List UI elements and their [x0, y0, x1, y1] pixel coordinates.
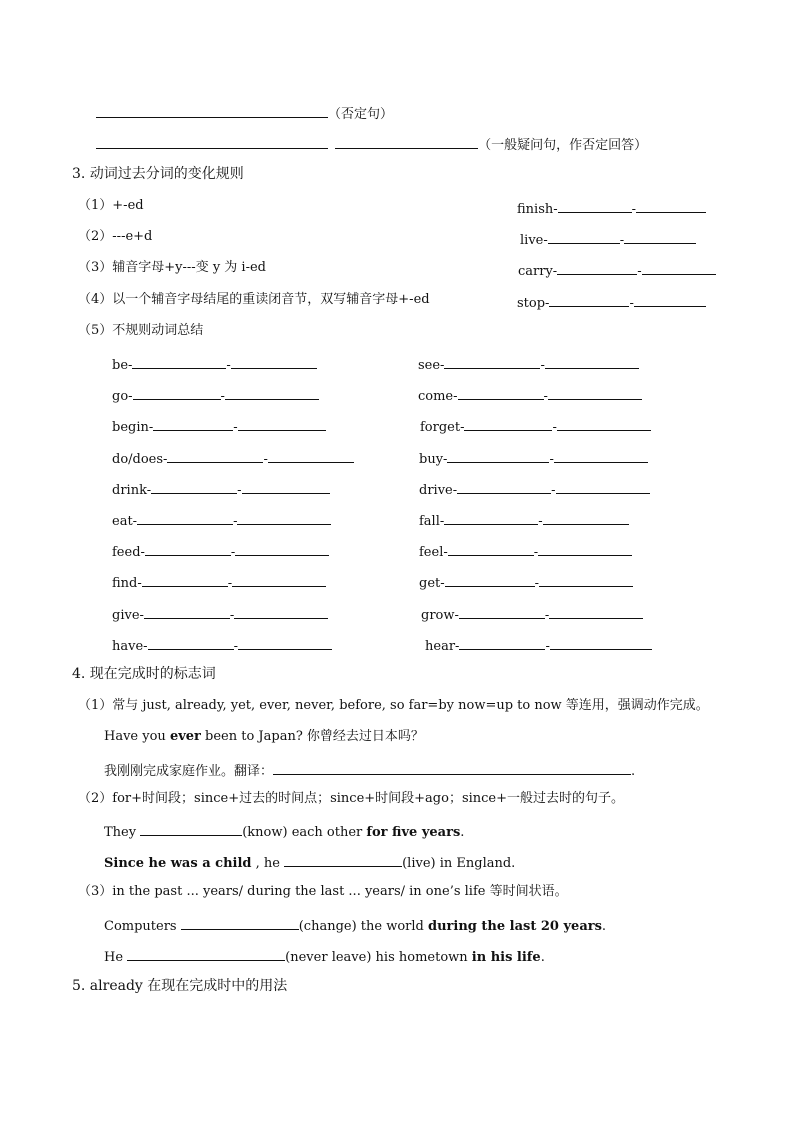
rule-1-example [517, 198, 706, 219]
section-3-title: 3. 动词过去分词的变化规则 [72, 166, 244, 182]
verb-label: buy- [419, 452, 448, 467]
answer-blank[interactable] [231, 354, 317, 369]
dash: - [263, 452, 268, 467]
period: . [540, 950, 545, 965]
answer-blank[interactable] [538, 541, 632, 556]
exercise-sentence [104, 852, 515, 873]
verb-row [112, 385, 319, 406]
answer-blank[interactable] [132, 354, 226, 369]
answer-blank[interactable] [145, 541, 231, 556]
dash: - [637, 264, 642, 279]
verb-label: do/does- [112, 452, 168, 467]
verb-row [419, 479, 650, 500]
verb-row [112, 510, 331, 531]
dash: - [540, 358, 545, 373]
verb-label: see- [418, 358, 445, 373]
question-sentence-line [96, 134, 647, 155]
verb-label: fall- [419, 514, 445, 529]
rule-3 [78, 259, 266, 277]
answer-blank[interactable] [459, 604, 545, 619]
verb-row [419, 572, 633, 593]
answer-blank[interactable] [225, 385, 319, 400]
dash: - [629, 296, 634, 311]
emphasis-text: for five years [366, 825, 461, 840]
answer-blank[interactable] [237, 510, 331, 525]
verb-label: get- [419, 576, 445, 591]
answer-blank[interactable] [133, 385, 221, 400]
irregular-verbs-label: （5）不规则动词总结 [78, 323, 204, 338]
dash: - [230, 545, 236, 560]
answer-blank[interactable] [557, 260, 637, 275]
answer-blank[interactable] [457, 479, 551, 494]
exercise-sentence [104, 915, 606, 936]
dash: - [631, 202, 637, 217]
answer-blank[interactable] [557, 416, 651, 431]
verb-row [419, 448, 648, 469]
translation-line [104, 760, 635, 781]
verb-label: feel- [419, 545, 448, 560]
verb-row [419, 541, 632, 562]
answer-blank[interactable] [137, 510, 233, 525]
usage-point-2: （2）for+时间段；since+过去的时间点；since+时间段+ago；since+一般过去时的句子。 [78, 791, 625, 806]
answer-blank[interactable] [144, 604, 230, 619]
verb-label: come- [418, 389, 458, 404]
negative-sentence-line [96, 103, 393, 124]
dash: - [552, 420, 557, 435]
verb-label: eat- [112, 514, 138, 529]
verb-row [112, 479, 330, 500]
dash: - [534, 576, 540, 591]
rule-2 [78, 228, 152, 246]
answer-blank[interactable] [539, 572, 633, 587]
period: . [460, 825, 465, 840]
answer-blank[interactable] [232, 572, 326, 587]
dash: - [545, 639, 550, 654]
verb-label: hear- [425, 639, 460, 654]
example-sentence [104, 728, 424, 746]
answer-blank[interactable] [554, 448, 648, 463]
answer-blank[interactable] [140, 821, 242, 836]
answer-blank[interactable] [636, 198, 706, 213]
answer-blank[interactable] [181, 915, 299, 930]
answer-blank[interactable] [444, 354, 540, 369]
question-label: （一般疑问句，作否定回答） [478, 138, 648, 153]
verb-label: find- [112, 576, 142, 591]
answer-blank[interactable] [96, 103, 328, 118]
answer-blank[interactable] [127, 946, 285, 961]
answer-blank[interactable] [556, 479, 650, 494]
dash: - [233, 514, 238, 529]
period: . [631, 764, 636, 779]
rule-number: （2） [78, 229, 113, 244]
answer-blank[interactable] [153, 416, 233, 431]
verb-label: give- [112, 608, 144, 623]
answer-blank[interactable] [543, 510, 629, 525]
rule-number: （4） [78, 292, 113, 307]
answer-blank[interactable] [273, 760, 631, 775]
verb-row [112, 416, 326, 437]
verb-label: forget- [420, 420, 465, 435]
answer-blank[interactable] [548, 229, 620, 244]
verb-label: drink- [112, 483, 152, 498]
exercise-text: He [104, 950, 128, 965]
verb-label: have- [112, 639, 148, 654]
dash: - [533, 545, 539, 560]
answer-blank[interactable] [167, 448, 263, 463]
section-4-title: 4. 现在完成时的标志词 [72, 666, 216, 682]
negative-label: （否定句） [328, 107, 394, 122]
exercise-text: (know) each other [242, 825, 367, 840]
exercise-text: (change) the world [298, 919, 429, 934]
verb-label: grow- [421, 608, 459, 623]
dash: - [226, 358, 231, 373]
dash: - [229, 608, 235, 623]
answer-blank[interactable] [545, 354, 639, 369]
example-text: been to Japan? 你曾经去过日本吗？ [200, 729, 424, 744]
emphasis-text: Since he was a child [104, 856, 252, 871]
answer-blank[interactable] [550, 635, 652, 650]
answer-blank[interactable] [445, 572, 535, 587]
verb-row [112, 448, 354, 469]
answer-blank[interactable] [148, 635, 234, 650]
answer-blank[interactable] [548, 385, 642, 400]
answer-blank[interactable] [558, 198, 632, 213]
answer-blank[interactable] [96, 134, 328, 149]
answer-blank[interactable] [268, 448, 354, 463]
exercise-sentence [104, 946, 545, 967]
verb-label: be- [112, 358, 133, 373]
example-verb: live- [520, 233, 548, 248]
answer-blank[interactable] [549, 604, 643, 619]
dash: - [227, 576, 233, 591]
answer-blank[interactable] [151, 479, 237, 494]
answer-blank[interactable] [458, 385, 544, 400]
verb-row [419, 510, 629, 531]
answer-blank[interactable] [284, 852, 402, 867]
example-verb: carry- [518, 264, 558, 279]
verb-row [112, 572, 326, 593]
example-text: Have you [104, 729, 170, 744]
answer-blank[interactable] [235, 541, 329, 556]
verb-row [112, 541, 329, 562]
verb-row [112, 604, 328, 625]
rule-1 [78, 197, 144, 215]
verb-label: feed- [112, 545, 145, 560]
usage-point-1: （1）常与 just, already, yet, ever, never, before, so far=by now=up to now 等连用，强调动作完成。 [78, 698, 709, 713]
verb-row [112, 635, 332, 656]
rule-2-example [520, 229, 696, 250]
verb-row [418, 354, 639, 375]
translation-label: 我刚刚完成家庭作业。翻译： [104, 764, 274, 779]
verb-label: go- [112, 389, 133, 404]
answer-blank[interactable] [238, 416, 326, 431]
verb-row [425, 635, 652, 656]
dash: - [237, 483, 242, 498]
emphasis-text: during the last 20 years [428, 919, 602, 934]
answer-blank[interactable] [448, 541, 534, 556]
exercise-text: (never leave) his hometown [285, 950, 472, 965]
rule-text: 辅音字母+y---变 y 为 i-ed [112, 260, 267, 275]
rule-text: ---e+d [112, 229, 153, 244]
dash: - [233, 639, 238, 654]
dash: - [543, 389, 548, 404]
emphasis-text: ever [169, 729, 201, 744]
verb-label: drive- [419, 483, 458, 498]
answer-blank[interactable] [444, 510, 538, 525]
dash: - [220, 389, 225, 404]
dash: - [551, 483, 556, 498]
answer-blank[interactable] [335, 134, 478, 149]
rule-3-example [518, 260, 716, 281]
answer-blank[interactable] [242, 479, 330, 494]
answer-blank[interactable] [238, 635, 332, 650]
answer-blank[interactable] [642, 260, 716, 275]
answer-blank[interactable] [447, 448, 549, 463]
dash: - [619, 233, 625, 248]
verb-row [421, 604, 643, 625]
dash: - [233, 420, 238, 435]
rule-number: （3） [78, 260, 113, 275]
verb-label: begin- [112, 420, 154, 435]
usage-point-3: （3）in the past ... years/ during the last ... years/ in one’s life 等时间状语。 [78, 884, 568, 899]
exercise-text: , he [251, 856, 285, 871]
exercise-text: Computers [104, 919, 181, 934]
answer-blank[interactable] [624, 229, 696, 244]
example-verb: stop- [517, 296, 550, 311]
rule-text: 以一个辅音字母结尾的重读闭音节，双写辅音字母+-ed [112, 292, 430, 307]
answer-blank[interactable] [142, 572, 228, 587]
verb-row [418, 385, 642, 406]
rule-text: +-ed [112, 198, 144, 213]
answer-blank[interactable] [549, 292, 629, 307]
answer-blank[interactable] [234, 604, 328, 619]
exercise-text: (live) in England. [402, 856, 516, 871]
verb-row [112, 354, 317, 375]
answer-blank[interactable] [464, 416, 552, 431]
verb-row [420, 416, 651, 437]
answer-blank[interactable] [459, 635, 545, 650]
section-5-title: 5. already 在现在完成时中的用法 [72, 978, 288, 994]
dash: - [538, 514, 543, 529]
dash: - [549, 452, 554, 467]
rule-4-example [517, 292, 706, 313]
period: . [601, 919, 607, 934]
emphasis-text: in his life [471, 950, 541, 965]
example-verb: finish- [517, 202, 558, 217]
exercise-text: They [104, 825, 141, 840]
answer-blank[interactable] [634, 292, 706, 307]
rule-4 [78, 291, 430, 309]
dash: - [544, 608, 550, 623]
exercise-sentence [104, 821, 464, 842]
rule-number: （1） [78, 198, 113, 213]
